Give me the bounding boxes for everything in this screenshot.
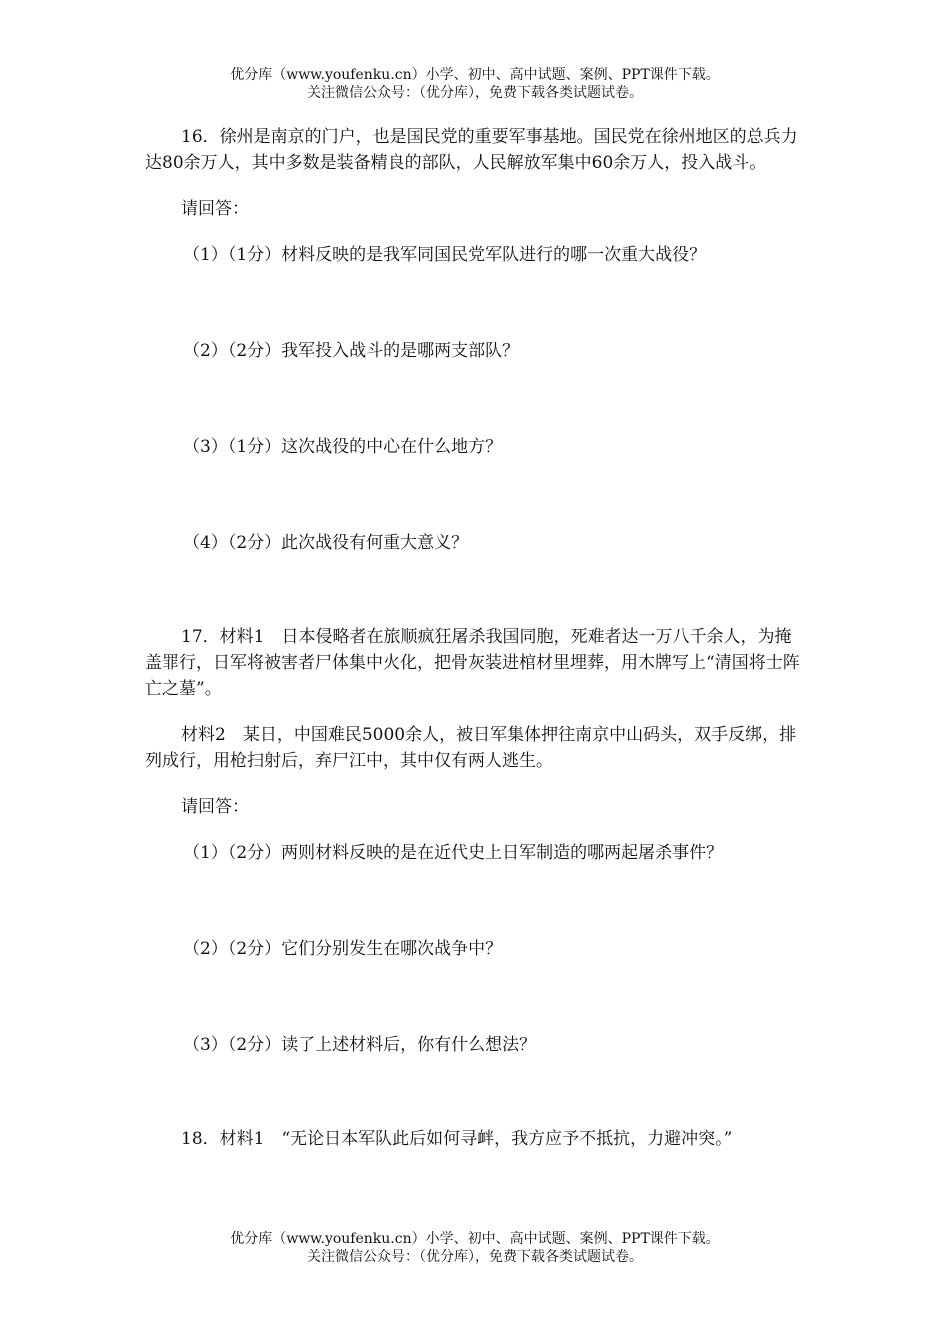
q17-material-1: 17．材料1 日本侵略者在旅顺疯狂屠杀我国同胞，死难者达一万八千余人，为掩盖罪行，日军将被害者尸体集中火化，把骨灰装进棺材里埋葬，用木牌写上“清国将士阵亡之墓”。: [145, 627, 800, 699]
q18-material-1: 18．材料1 “无论日本军队此后如何寻衅，我方应予不抵抗，力避冲突。”: [181, 1129, 733, 1149]
q16-prompt: 请回答：: [181, 199, 249, 219]
q16-stem: 16．徐州是南京的门户，也是国民党的重要军事基地。国民党在徐州地区的总兵力达80余万人，其中多数是装备精良的部队，人民解放军集中60余万人，投入战斗。: [145, 127, 798, 173]
q17-material-2: 材料2 某日，中国难民5000余人，被日军集体押往南京中山码头，双手反绑，排列成行，用枪扫射后，弃尸江中，其中仅有两人逃生。: [145, 725, 797, 771]
q16-sub-3: （3）（1分）这次战役的中心在什么地方？: [183, 437, 503, 457]
q17-sub-3: （3）（2分）读了上述材料后，你有什么想法？: [183, 1035, 537, 1055]
document-body: [145, 124, 805, 1152]
q16-sub-4: （4）（2分）此次战役有何重大意义？: [183, 533, 469, 553]
header-line-1: 优分库（www.youfenku.cn）小学、初中、高中试题、案例、PPT课件下载。: [230, 67, 720, 83]
page-footer: [0, 1230, 950, 1266]
header-line-2: 关注微信公众号：（优分库），免费下载各类试题试卷。: [307, 85, 643, 101]
q17-prompt: 请回答：: [181, 797, 249, 817]
q16-sub-1: （1）（1分）材料反映的是我军同国民党军队进行的哪一次重大战役？: [183, 245, 707, 265]
q17-sub-2: （2）（2分）它们分别发生在哪次战争中？: [183, 939, 503, 959]
page-header: [0, 66, 950, 102]
q16-sub-2: （2）（2分）我军投入战斗的是哪两支部队？: [183, 341, 520, 361]
q17-sub-1: （1）（2分）两则材料反映的是在近代史上日军制造的哪两起屠杀事件？: [183, 843, 724, 863]
footer-line-2: 关注微信公众号：（优分库），免费下载各类试题试卷。: [307, 1249, 643, 1265]
footer-line-1: 优分库（www.youfenku.cn）小学、初中、高中试题、案例、PPT课件下载。: [230, 1231, 720, 1247]
